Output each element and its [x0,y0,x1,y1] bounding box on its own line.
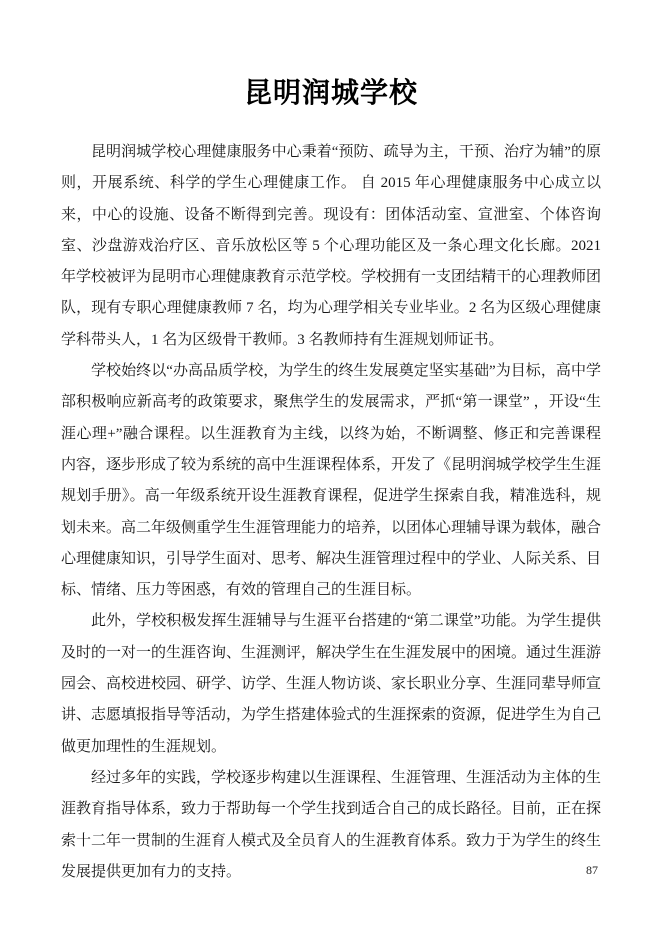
page-title: 昆明润城学校 [243,76,418,109]
page-number: 87 [586,863,598,877]
paragraph-school-overview: 昆明润城学校心理健康服务中心秉着“预防、疏导为主，干预、治疗为辅”的原则，开展系统、科学的学生心理健康工作。 自 2015 年心理健康服务中心成立以来，中心的设施、设备不断得到完善。现设有：团体活动室、宣泄室、个体咨询室、沙盘游戏治疗区、音乐放松区等 5 个心理功能区及一条心理文化长廊。2021 年学校被评为昆明市心理健康教育示范学校。学校拥有一支团结精干的心理教师团队，现有专职心理健康教师 7 名，均为心理学相关专业毕业。2 名为区级心理健康学科带头人，1 名为区级骨干教师。3 名教师持有生涯规划师证书。 [61,144,602,348]
document-content [61,76,601,888]
paragraph-conclusion: 经过多年的实践，学校逐步构建以生涯课程、生涯管理、生涯活动为主体的生涯教育指导体系，致力于帮助每一个学生找到适合自己的成长路径。目前，正在探索十二年一贯制的生涯育人模式及全员育人的生涯教育体系。致力于为学生的终生发展提供更加有力的支持。 [61,769,602,880]
paragraph-first-classroom: 学校始终以“办高品质学校，为学生的终生发展奠定坚实基础”为目标，高中学部积极响应新高考的政策要求，聚焦学生的发展需求，严抓“第一课堂” ，开设“生涯心理+”融合课程。以生涯教育为主线，以终为始，不断调整、修正和完善课程内容，逐步形成了较为系统的高中生涯课程体系，开发了《昆明润城学校学生生涯规划手册》。高一年级系统开设生涯教育课程，促进学生探索自我，精准选科，规划未来。高二年级侧重学生生涯管理能力的培养，以团体心理辅导课为载体，融合心理健康知识，引导学生面对、思考、解决生涯管理过程中的学业、人际关系、目标、情绪、压力等困惑，有效的管理自己的生涯目标。 [61,363,602,599]
paragraph-second-classroom: 此外，学校积极发挥生涯辅导与生涯平台搭建的“第二课堂”功能。为学生提供及时的一对一的生涯咨询、生涯测评，解决学生在生涯发展中的困境。通过生涯游园会、高校进校园、研学、访学、生涯人物访谈、家长职业分享、生涯同辈导师宣讲、志愿填报指导等活动，为学生搭建体验式的生涯探索的资源，促进学生为自己做更加理性的生涯规划。 [61,613,602,755]
